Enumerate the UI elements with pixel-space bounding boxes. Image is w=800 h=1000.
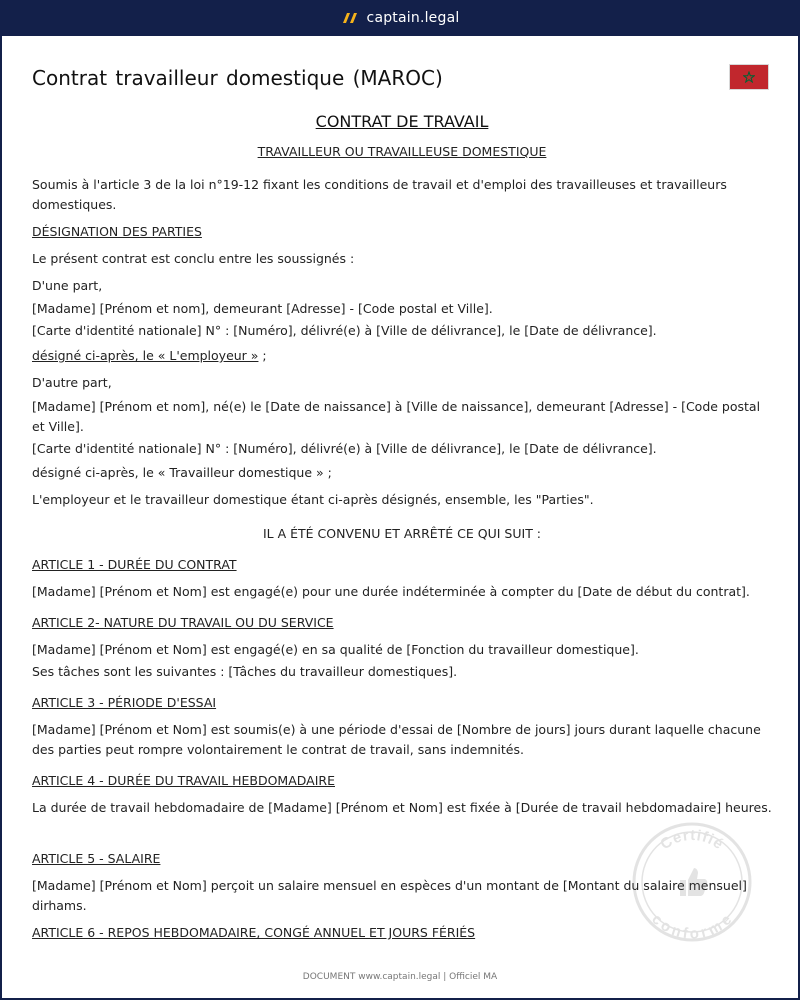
part2-designation: désigné ci-après, le « Travailleur domestique » ; (32, 465, 332, 480)
article-1-line: [Madame] [Prénom et Nom] est engagé(e) pour une durée indéterminée à compter du [Date de début du contrat]. (32, 584, 750, 599)
footer-text: DOCUMENT www.captain.legal | Officiel MA (302, 972, 498, 982)
svg-text:conforme (648, 911, 735, 943)
part2-line1: [Madame] [Prénom et nom], né(e) le [Date de naissance] à [Ville de naissance], demeurant [Adresse] - [Code postal et Ville]. (32, 399, 761, 434)
agreement-heading: IL A ÉTÉ CONVENU ET ARRÊTÉ CE QUI SUIT : (262, 526, 542, 541)
intro-paragraph: Soumis à l'article 3 de la loi n°19-12 fixant les conditions de travail et d'emploi des travailleuses et travailleurs domestiques. (32, 177, 727, 212)
article-4-line: La durée de travail hebdomadaire de [Madame] [Prénom et Nom] est fixée à [Durée de travail hebdomadaire] heures. (32, 800, 772, 815)
thumbs-up-icon (680, 868, 707, 896)
parties-heading: DÉSIGNATION DES PARTIES (32, 224, 202, 239)
article-5-title: ARTICLE 5 - SALAIRE (32, 851, 161, 866)
part1-designation-end: ; (258, 348, 267, 363)
article-4-title: ARTICLE 4 - DURÉE DU TRAVAIL HEBDOMADAIRE (32, 773, 335, 788)
article-1-title: ARTICLE 1 - DURÉE DU CONTRAT (32, 557, 237, 572)
article-2-line: Ses tâches sont les suivantes : [Tâches du travailleur domestiques]. (32, 664, 458, 679)
part1-designation: désigné ci-après, le « L'employeur » (32, 348, 259, 363)
document-title: Contrat travailleur domestique (MAROC) (32, 66, 443, 90)
article-2-title: ARTICLE 2- NATURE DU TRAVAIL OU DU SERVICE (32, 615, 334, 630)
parties-intro: Le présent contrat est conclu entre les soussignés : (32, 251, 355, 266)
article-6-title: ARTICLE 6 - REPOS HEBDOMADAIRE, CONGÉ ANNUEL ET JOURS FÉRIÉS (32, 925, 476, 940)
article-3-line: [Madame] [Prénom et Nom] est soumis(e) à une période d'essai de [Nombre de jours] jours durant laquelle chacune des parties peut rompre volontairement le contrat de travail, sans indemnités. (32, 722, 761, 757)
parties-together: L'employeur et le travailleur domestique étant ci-après désignés, ensemble, les "Parties". (32, 492, 594, 507)
article-5-line: [Madame] [Prénom et Nom] perçoit un salaire mensuel en espèces d'un montant de [Montant du salaire mensuel] dirhams. (32, 878, 747, 913)
part1-line2: [Carte d'identité nationale] N° : [Numéro], délivré(e) à [Ville de délivrance], le [Date de délivrance]. (32, 323, 657, 338)
certified-stamp (630, 820, 754, 944)
article-3-title: ARTICLE 3 - PÉRIODE D'ESSAI (32, 695, 217, 710)
morocco-flag-icon (729, 64, 769, 90)
stamp-text-bottom: conforme (648, 910, 736, 943)
stamp-text-top: Certifié (657, 826, 727, 854)
part1-designation-line (32, 346, 772, 366)
contract-subheading: TRAVAILLEUR OU TRAVAILLEUSE DOMESTIQUE (257, 144, 547, 159)
part1-line1: [Madame] [Prénom et nom], demeurant [Adresse] - [Code postal et Ville]. (32, 301, 493, 316)
part2-label: D'autre part, (32, 375, 112, 390)
captain-legal-logo-icon[interactable] (341, 12, 359, 24)
contract-heading: CONTRAT DE TRAVAIL (315, 112, 489, 131)
part2-line2: [Carte d'identité nationale] N° : [Numéro], délivré(e) à [Ville de délivrance], le [Date de délivrance]. (32, 441, 657, 456)
brand-name[interactable]: captain.legal (366, 10, 460, 26)
top-bar (0, 0, 800, 36)
part1-label: D'une part, (32, 278, 103, 293)
document-page (2, 36, 798, 998)
article-2-line: [Madame] [Prénom et Nom] est engagé(e) en sa qualité de [Fonction du travailleur domestique]. (32, 642, 639, 657)
